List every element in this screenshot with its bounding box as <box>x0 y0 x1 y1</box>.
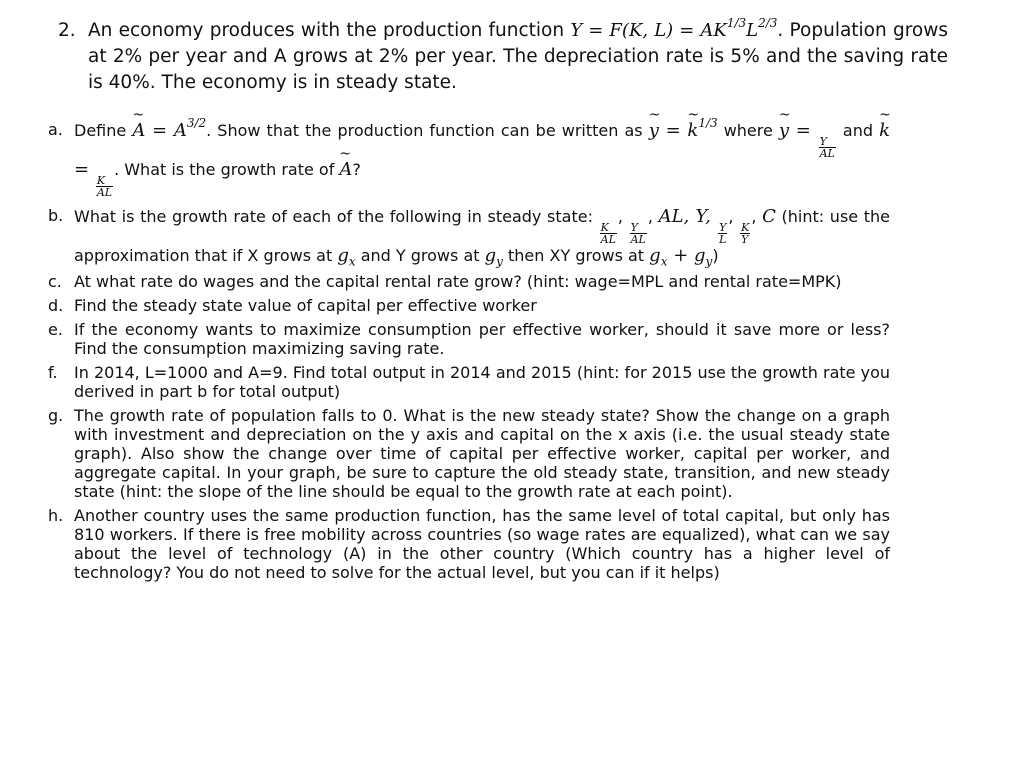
part-h <box>48 506 890 582</box>
part-label: a. <box>48 120 63 139</box>
ktilde-definition: ~ k = $\frac{K}{AL}$ <box>74 120 890 180</box>
fraction: $\frac{K}{AL}$ <box>600 221 616 246</box>
part-label: d. <box>48 296 64 315</box>
part-c <box>48 272 890 291</box>
part-label: e. <box>48 320 63 339</box>
part-text: At what rate do wages and the capital rental rate grow? (hint: wage=MPL and rental rate=MPK) <box>74 272 842 291</box>
part-a: a. Define ~ $A = A^{3/2}$. Show that the production function can be written as ~ y = ~ $k^{1/3}$ where ~ y = $\frac{Y}{AL}$ and ~ k = $\frac{K}{AL}$ . What is the growth rate of ~ A? <box>48 120 890 198</box>
part-label: c. <box>48 272 62 291</box>
ytilde-definition: ~ y = $\frac{Y}{AL}$ <box>779 120 837 141</box>
part-text: Find the steady state value of capital per effective worker <box>74 296 537 315</box>
part-label: h. <box>48 506 64 525</box>
fraction: $\frac{Y}{AL}$ <box>630 221 646 246</box>
fraction: $\frac{Y}{L}$ <box>719 221 727 246</box>
fraction: $\frac{K}{Y}$ <box>741 221 750 246</box>
part-label: f. <box>48 363 58 382</box>
part-e <box>48 320 890 358</box>
fraction: $\frac{Y}{AL}$ <box>819 135 835 160</box>
subquestion-list <box>48 116 891 582</box>
fraction: $\frac{K}{AL}$ <box>96 174 113 199</box>
problem-intro: An economy produces with the production function Y = F(K, $L) = AK^{1/3}L^{2/3}$. Population grows at 2% per year and A grows at 2% per year. The depreciation rate is 5% and the saving rate is 40%. The economy is in steady state. <box>88 16 948 93</box>
part-text: If the economy wants to maximize consumption per effective worker, should it save more or less? Find the consumption maximizing saving rate. <box>74 320 890 358</box>
production-function: Y = F(K, $L) = AK^{1/3}L^{2/3}$ <box>570 16 778 41</box>
part-b: b. What is the growth rate of each of the following in steady state: $\frac{K}{AL}$ , $\frac{Y}{AL}$ , AL, Y, $\frac{Y}{L}$ , $\frac{K}{Y}$ , C (hint: use the approximation that if X grows at $g_x$ and Y grows at $g_y$ then XY grows at $g_x + g_y$) <box>48 206 891 269</box>
part-label: g. <box>48 406 64 425</box>
part-text: The growth rate of population falls to 0. What is the new steady state? Show the change on a graph with investment and depreciation on the y axis and capital on the x axis (i.e. the usual steady state graph). Also show the change over time of capital per effective worker, capital per worker, and aggregate capital. In your graph, be sure to capture the old steady state, transition, and new steady state (hint: the slope of the line should be equal to the growth rate at each point). <box>74 406 890 501</box>
part-f <box>48 363 890 401</box>
part-label: b. <box>48 206 64 225</box>
part-text: In 2014, L=1000 and A=9. Find total output in 2014 and 2015 (hint: for 2015 use the growth rate you derived in part b for total output) <box>74 363 890 401</box>
problem-2 <box>58 18 948 96</box>
part-text: Another country uses the same production function, has the same level of total capital, but only has 810 workers. If there is free mobility across countries (so wage rates are equalized), what can we say about the level of technology (A) in the other country (Which country has a higher level of technology? You do not need to solve for the actual level, but you can if it helps) <box>74 506 890 582</box>
atilde-definition: ~ $A = A^{3/2}$ <box>132 120 206 141</box>
part-g <box>48 406 890 501</box>
problem-number: 2. <box>58 20 76 41</box>
production-per-effective-worker: ~ y = ~ $k^{1/3}$ <box>649 120 718 141</box>
part-d <box>48 296 890 315</box>
